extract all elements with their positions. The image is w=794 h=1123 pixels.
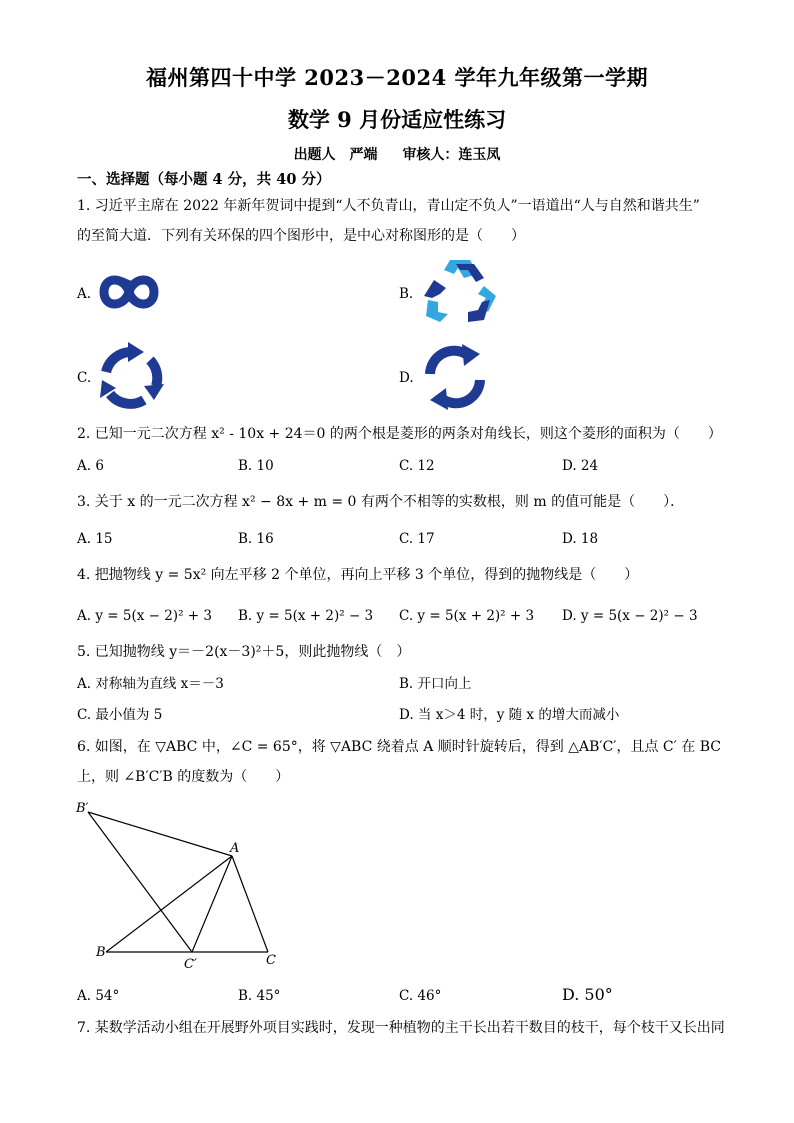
q4-option-c: C. y = 5(x + 2)² + 3 [399, 608, 535, 624]
section-title: 一、选择题（每小题 4 分，共 40 分） [77, 171, 331, 188]
q1-option-a-label: A. [77, 286, 92, 302]
q2-option-d: D. 24 [562, 458, 599, 474]
q1-option-b-label: B. [399, 286, 414, 302]
q1-option-d-label: D. [399, 370, 414, 386]
q4-option-b: B. y = 5(x + 2)² − 3 [238, 608, 374, 624]
label-b: B [96, 945, 106, 960]
question-6-line2: 上，则 ∠B′C′B 的度数为（ ） [77, 769, 290, 785]
q5-option-d: D. 当 x＞4 时，y 随 x 的增大而减小 [399, 707, 620, 723]
circular-arrows-three-icon [92, 342, 170, 414]
q6-option-a: A. 54° [77, 988, 120, 1004]
label-a: A [230, 841, 240, 856]
authors-line [0, 144, 794, 164]
page-title: 福州第四十中学 2023－2024 学年九年级第一学期 [145, 65, 648, 90]
segment-a-c-prime [192, 856, 232, 952]
question-3: 3. 关于 x 的一元二次方程 x² − 8x + m = 0 有两个不相等的实数根，则 m 的值可能是（ ）． [77, 494, 685, 510]
triangle-figure [70, 798, 290, 970]
q2-option-a: A. 6 [77, 458, 104, 474]
q4-option-d: D. y = 5(x − 2)² − 3 [562, 608, 698, 624]
question-2: 2. 已知一元二次方程 x² - 10x + 24＝0 的两个根是菱形的两条对角线长，则这个菱形的面积为（ ） [77, 426, 722, 442]
label-c-prime: C′ [184, 957, 197, 970]
q2-option-b: B. 10 [238, 458, 274, 474]
q6-option-d: D. 50° [562, 985, 613, 1004]
question-6-line1: 6. 如图，在 ▽ABC 中，∠C = 65°，将 ▽ABC 绕着点 A 顺时针旋转后，得到 △AB′C′，且点 C′ 在 BC [77, 739, 721, 755]
reviewer: 审核人：连玉凤 [402, 147, 501, 163]
q3-option-c: C. 17 [399, 531, 435, 547]
q3-option-a: A. 15 [77, 531, 113, 547]
segment-b-prime-a [88, 812, 232, 856]
segment-a-c [232, 856, 268, 952]
question-4: 4. 把抛物线 y = 5x² 向左平移 2 个单位，再向上平移 3 个单位，得到的抛物线是（ ） [77, 567, 639, 583]
recycle-triangle-icon [418, 256, 500, 328]
segment-b-prime-c-prime [88, 812, 192, 952]
q5-option-b: B. 开口向上 [399, 676, 472, 692]
q6-option-c: C. 46° [399, 988, 442, 1004]
infinity-recycle-icon [94, 270, 164, 315]
label-c: C [266, 953, 276, 968]
q3-option-b: B. 16 [238, 531, 274, 547]
q3-option-d: D. 18 [562, 531, 599, 547]
question-5: 5. 已知抛物线 y＝－2(x－3)²＋5，则此抛物线（ ） [77, 644, 411, 660]
setter: 出题人 严端 [293, 147, 378, 163]
q4-option-a: A. y = 5(x − 2)² + 3 [77, 608, 212, 624]
q6-option-b: B. 45° [238, 988, 281, 1004]
q5-option-a: A. 对称轴为直线 x＝－3 [77, 676, 224, 692]
question-1-line1: 1. 习近平主席在 2022 年新年贺词中提到“人不负青山，青山定不负人”一语道出“人与自然和谐共生” [77, 198, 700, 214]
label-b-prime: B′ [76, 801, 89, 816]
q5-option-c: C. 最小值为 5 [77, 707, 163, 723]
q2-option-c: C. 12 [399, 458, 435, 474]
page-subtitle: 数学 9 月份适应性练习 [287, 107, 507, 132]
segment-b-a [106, 856, 232, 952]
circular-arrows-two-icon [420, 342, 490, 412]
q1-option-c-label: C. [77, 370, 92, 386]
question-1-line2: 的至简大道．下列有关环保的四个图形中，是中心对称图形的是（ ） [77, 228, 525, 244]
question-7: 7. 某数学活动小组在开展野外项目实践时，发现一种植物的主干长出若干数目的枝干，每个枝干又长出同 [77, 1020, 725, 1036]
